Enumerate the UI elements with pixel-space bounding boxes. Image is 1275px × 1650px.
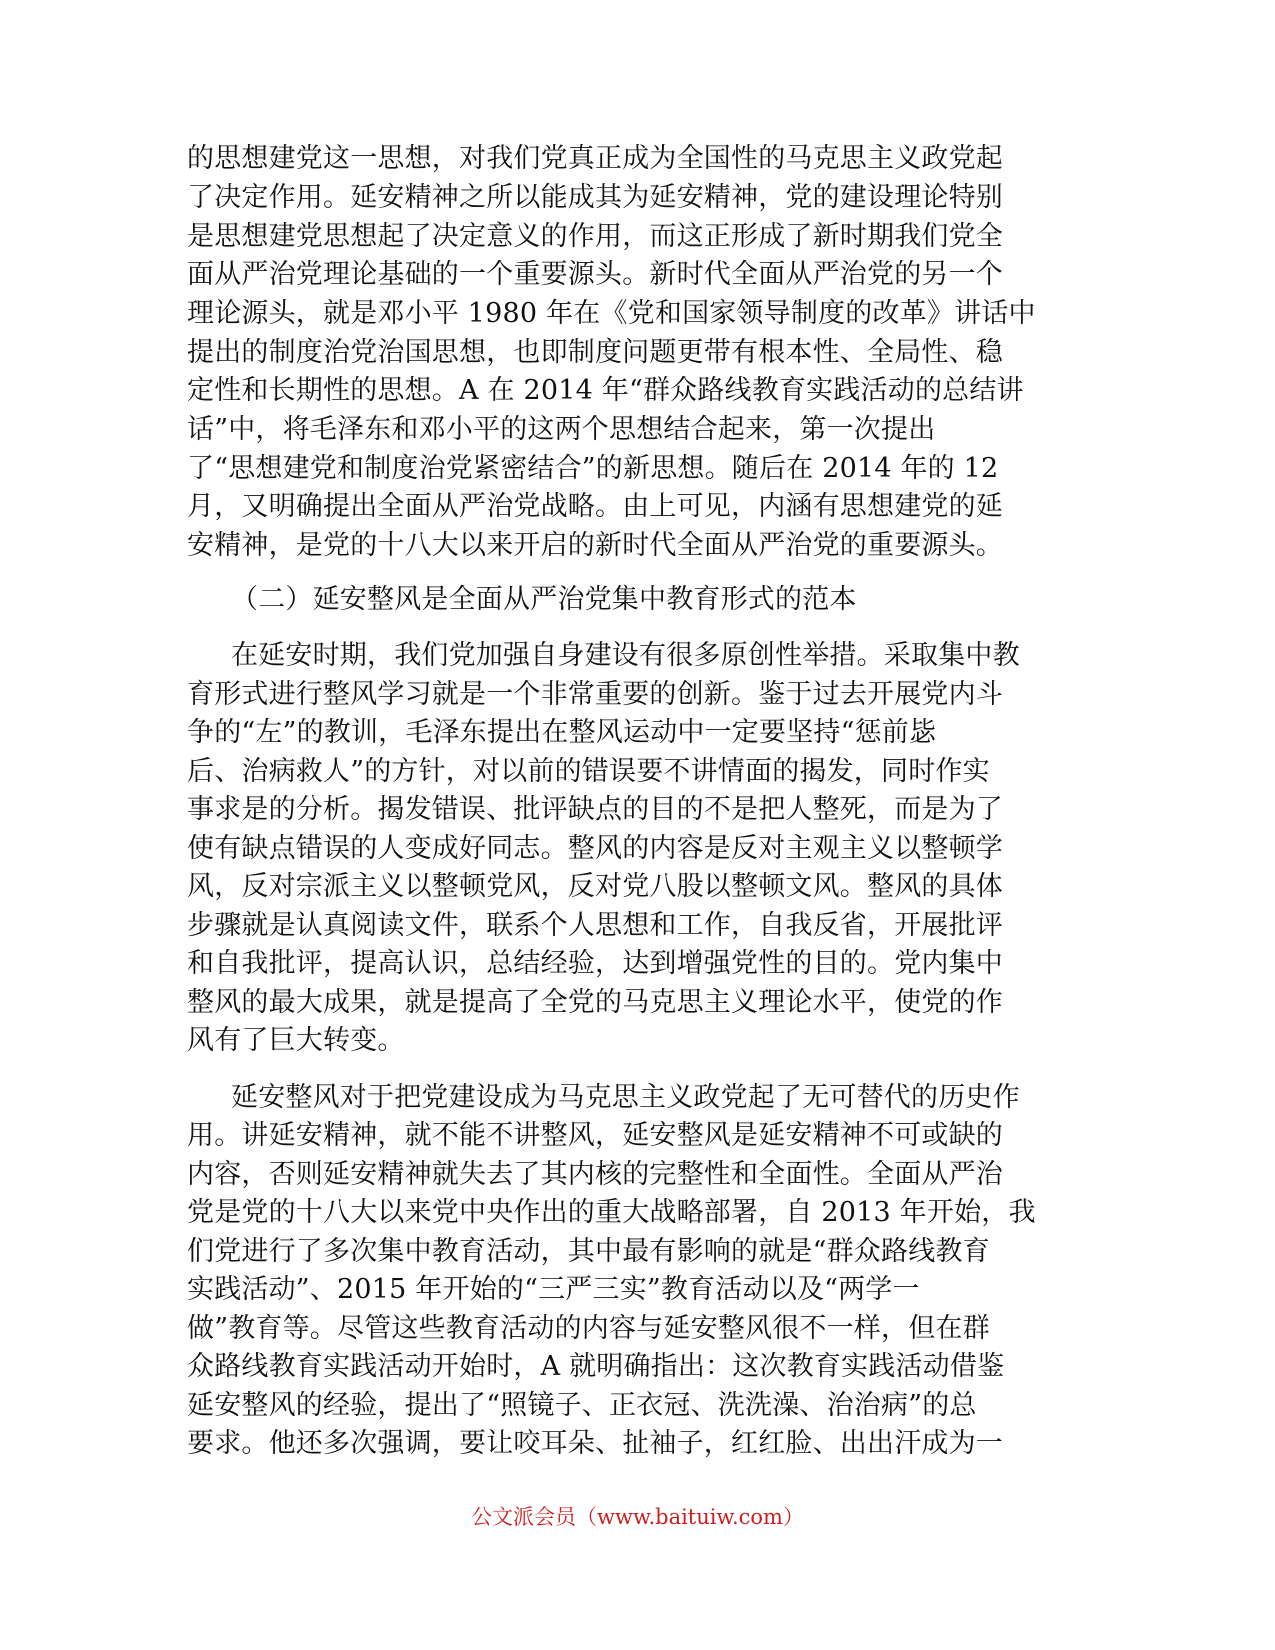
paragraph-line: 定性和长期性的思想。A 在 2014 年“群众路线教育实践活动的总结讲 — [187, 375, 1024, 406]
paragraph-line: 内容，否则延安精神就失去了其内核的完整性和全面性。全面从严治 — [187, 1159, 1003, 1190]
paragraph-line: 后、治病救人”的方针，对以前的错误要不讲情面的揭发，同时作实 — [187, 756, 990, 787]
footer-watermark: 公文派会员（www.baituiw.com） — [471, 1505, 804, 1529]
paragraph-line: 风有了巨大转变。 — [187, 1025, 405, 1056]
paragraph-line: 步骤就是认真阅读文件，联系个人思想和工作，自我反省，开展批评 — [187, 910, 1003, 941]
paragraph-line: 使有缺点错误的人变成好同志。整风的内容是反对主观主义以整顿学 — [187, 833, 1003, 864]
paragraph-line: 做”教育等。尽管这些教育活动的内容与延安整风很不一样，但在群 — [187, 1313, 990, 1344]
paragraph-line: 众路线教育实践活动开始时，A 就明确指出：这次教育实践活动借鉴 — [187, 1351, 1005, 1382]
paragraph-line: 话”中，将毛泽东和邓小平的这两个思想结合起来，第一次提出 — [187, 414, 936, 445]
section-subheading: （二）延安整风是全面从严治党集中教育形式的范本 — [231, 584, 857, 615]
paragraph-line: 们党进行了多次集中教育活动，其中最有影响的就是“群众路线教育 — [187, 1236, 990, 1267]
paragraph-line: 理论源头，就是邓小平 1980 年在《党和国家领导制度的改革》讲话中 — [187, 298, 1036, 329]
paragraph-line: 党是党的十八大以来党中央作出的重大战略部署，自 2013 年开始，我 — [187, 1197, 1036, 1228]
paragraph-line: 争的“左”的教训，毛泽东提出在整风运动中一定要坚持“惩前毖 — [187, 717, 937, 748]
paragraph-line: 实践活动”、2015 年开始的“三严三实”教育活动以及“两学一 — [187, 1274, 920, 1305]
paragraph-line: 延安整风对于把党建设成为马克思主义政党起了无可替代的历史作 — [231, 1082, 1020, 1113]
paragraph-line: 是思想建党思想起了决定意义的作用，而这正形成了新时期我们党全 — [187, 221, 1003, 252]
paragraph-line: 育形式进行整风学习就是一个非常重要的创新。鉴于过去开展党内斗 — [187, 679, 1003, 710]
paragraph-line: 了“思想建党和制度治党紧密结合”的新思想。随后在 2014 年的 12 — [187, 453, 999, 484]
paragraph-line: 和自我批评，提高认识，总结经验，达到增强党性的目的。党内集中 — [187, 948, 1003, 979]
paragraph-line: 整风的最大成果，就是提高了全党的马克思主义理论水平，使党的作 — [187, 987, 1003, 1018]
paragraph-line: 提出的制度治党治国思想，也即制度问题更带有根本性、全局性、稳 — [187, 337, 1003, 368]
paragraph-line: 了决定作用。延安精神之所以能成其为延安精神，党的建设理论特别 — [187, 182, 1003, 213]
paragraph-line: 月，又明确提出全面从严治党战略。由上可见，内涵有思想建党的延 — [187, 491, 1003, 522]
paragraph-line: 在延安时期，我们党加强自身建设有很多原创性举措。采取集中教 — [231, 640, 1020, 671]
paragraph-line: 风，反对宗派主义以整顿党风，反对党八股以整顿文风。整风的具体 — [187, 871, 1003, 902]
paragraph-line: 事求是的分析。揭发错误、批评缺点的目的不是把人整死，而是为了 — [187, 794, 1003, 825]
paragraph-line: 用。讲延安精神，就不能不讲整风，延安整风是延安精神不可或缺的 — [187, 1120, 1003, 1151]
paragraph-line: 要求。他还多次强调，要让咬耳朵、扯袖子，红红脸、出出汗成为一 — [187, 1428, 1003, 1459]
paragraph-line: 面从严治党理论基础的一个重要源头。新时代全面从严治党的另一个 — [187, 259, 1003, 290]
paragraph-line: 的思想建党这一思想，对我们党真正成为全国性的马克思主义政党起 — [187, 143, 1003, 174]
paragraph-line: 延安整风的经验，提出了“照镜子、正衣冠、洗洗澡、治治病”的总 — [187, 1390, 977, 1421]
paragraph-line: 安精神，是党的十八大以来开启的新时代全面从严治党的重要源头。 — [187, 530, 1003, 561]
